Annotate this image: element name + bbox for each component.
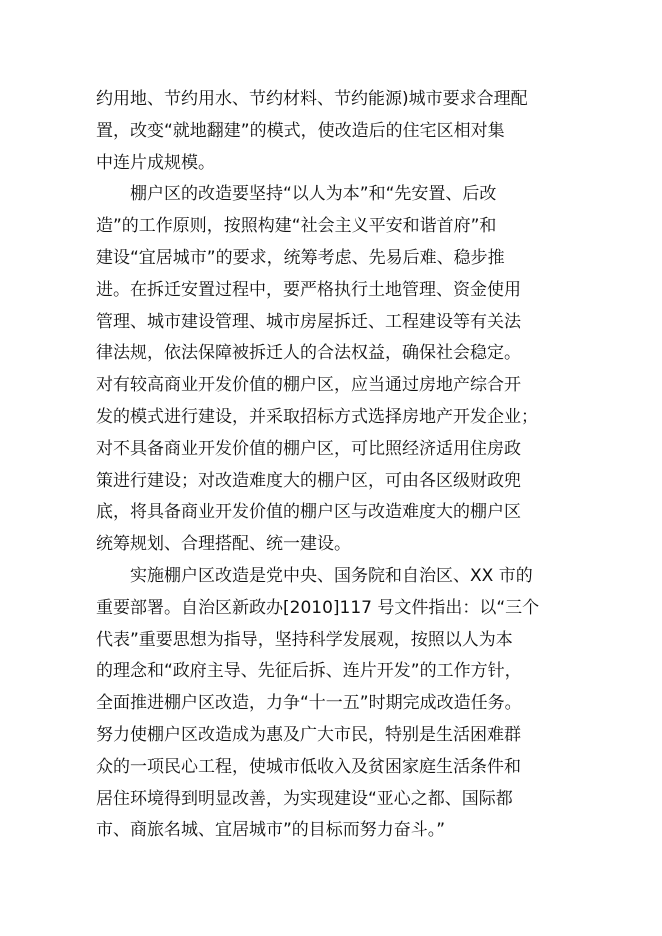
text-line: 造”的工作原则，按照构建“社会主义平安和谐首府”和 [96,216,497,237]
text-line: 的理念和“政府主导、先征后拆、连片开发”的工作方针， [96,661,522,682]
text-line: 统筹规划、合理搭配、统一建设。 [96,534,351,555]
text-line: 发的模式进行建设，并采取招标方式选择房地产开发企业； [96,406,538,427]
text-line: 市、商旅名城、宜居城市”的目标而努力奋斗。” [96,820,446,841]
text-line: 中连片成规模。 [96,152,215,173]
text-line: 约用地、节约用水、节约材料、节约能源)城市要求合理配 [96,89,528,109]
text-line: 众的一项民心工程，使城市低收入及贫困家庭生活条件和 [96,756,521,777]
text-line: 努力使棚户区改造成为惠及广大市民，特别是生活困难群 [96,724,521,745]
text-line: 进。在拆迁安置过程中，要严格执行土地管理、资金使用 [96,279,521,300]
text-line: 管理、城市建设管理、城市房屋拆迁、工程建设等有关法 [96,311,521,332]
text-line: 重要部署。自治区新政办[2010]117 号文件指出：以“三个 [96,597,540,618]
text-line: 建设“宜居城市”的要求，统筹考虑、先易后难、稳步推 [96,247,505,268]
text-line: 对有较高商业开发价值的棚户区，应当通过房地产综合开 [96,375,521,396]
text-line: 底，将具备商业开发价值的棚户区与改造难度大的棚户区 [96,502,521,523]
paragraph-start-line: 棚户区的改造要坚持“以人为本”和“先安置、后改 [130,184,497,205]
text-line: 策进行建设；对改造难度大的棚户区，可由各区级财政兜 [96,470,521,491]
text-line: 居住环境得到明显改善，为实现建设“亚心之都、国际都 [96,788,513,809]
text-line: 代表”重要思想为指导，坚持科学发展观，按照以人为本 [96,629,513,650]
text-line: 置，改变“就地翻建”的模式，使改造后的住宅区相对集 [96,120,505,141]
text-line: 律法规，依法保障被拆迁人的合法权益，确保社会稳定。 [96,343,521,364]
text-line: 全面推进棚户区改造，力争“十一五”时期完成改造任务。 [96,693,522,714]
document-body [96,84,576,847]
text-line: 对不具备商业开发价值的棚户区，可比照经济适用住房政 [96,438,521,459]
paragraph-start-line: 实施棚户区改造是党中央、国务院和自治区、XX 市的 [130,565,533,586]
